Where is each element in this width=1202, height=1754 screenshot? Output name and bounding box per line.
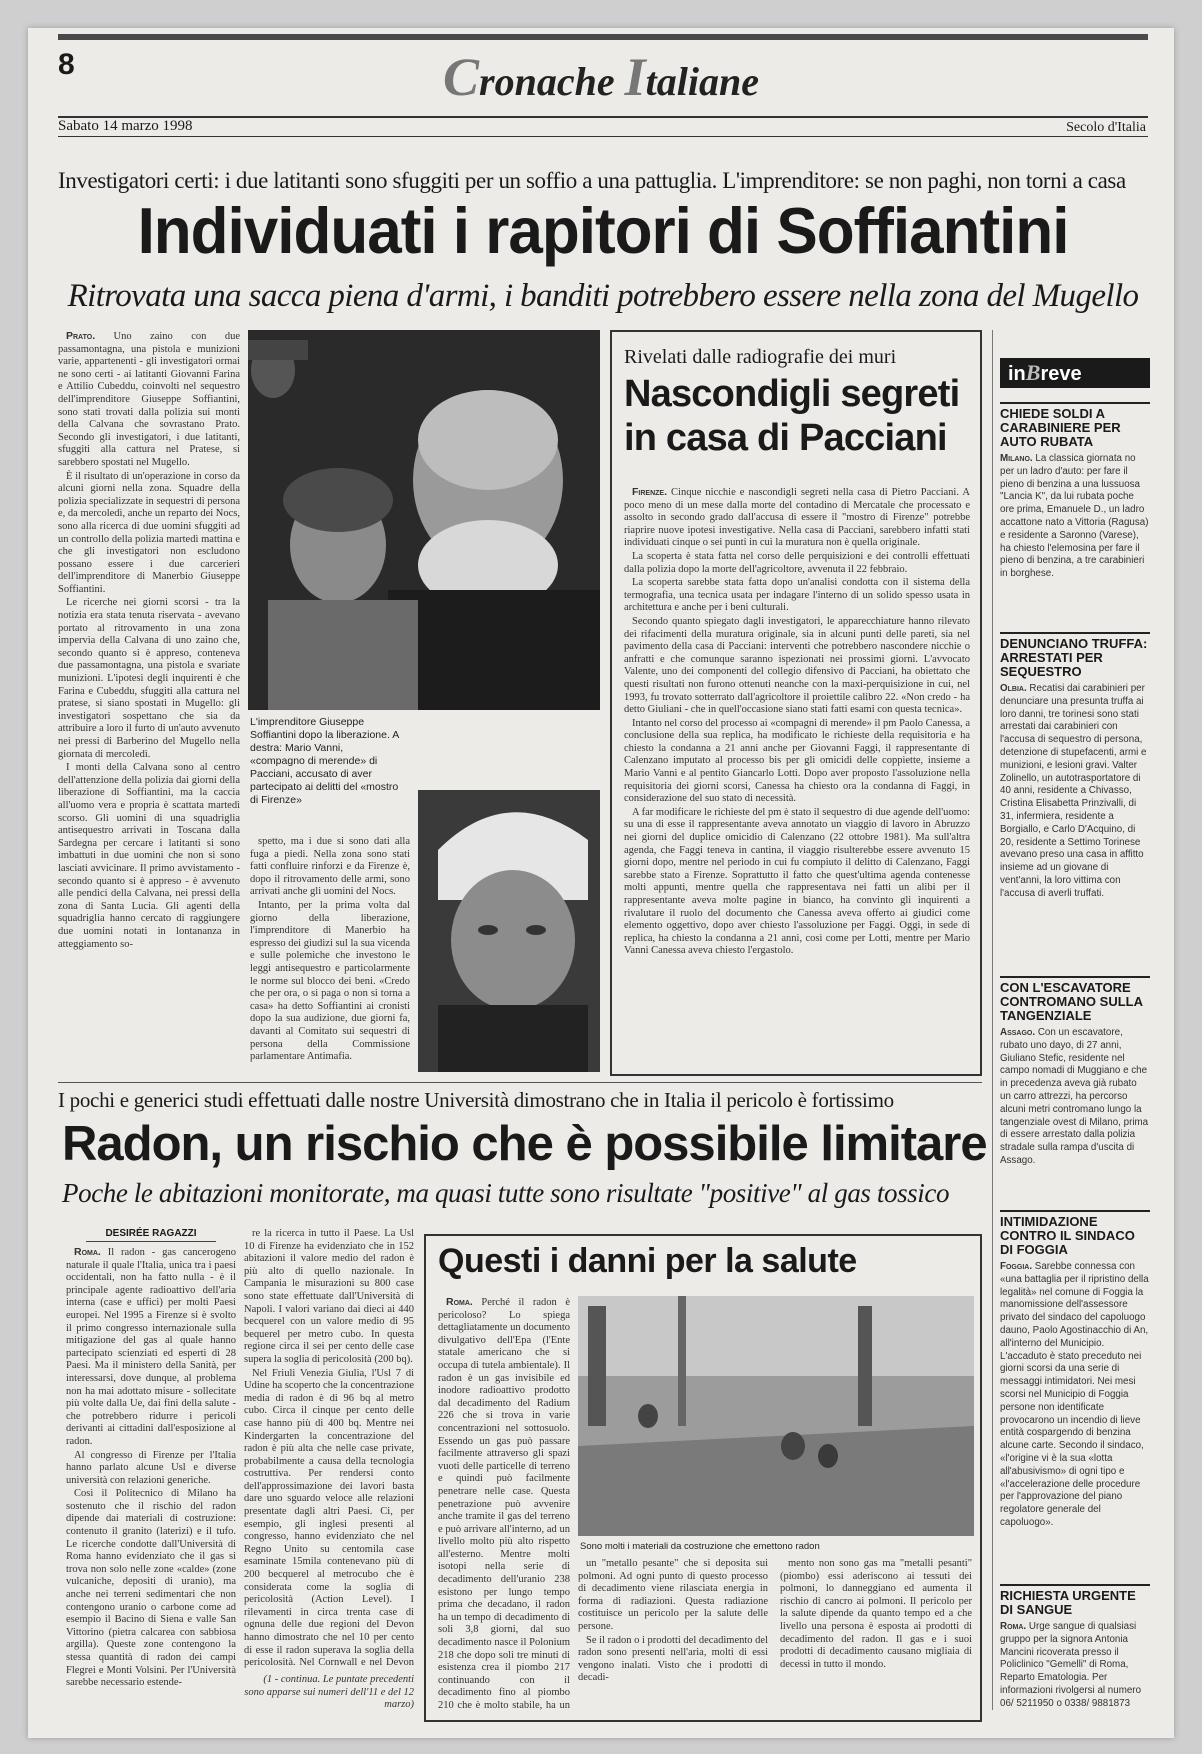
construction-photo-art — [578, 1296, 974, 1536]
masthead-initial-c: C — [443, 47, 480, 107]
brief-divider — [992, 330, 993, 1710]
lead-col1-p1: Prato. Uno zaino con due passamontagna, una pistola e munizioni varie, appartenenti - gli investigatori ormai ne sono certi - ai latitanti Giovanni Farina e Attilio Cubeddu, coinvolti nel sequestro dell'imprenditore Giuseppe Soffiantini, sono stati trovati dalla polizia sui monti della Calvana che sovrastano Prato. Secondo gli investigatori, i due latitanti, sfuggiti alla cattura nel Pratese, si sarebbero spostati nel Mugello. — [58, 330, 240, 468]
lead-kicker: Investigatori certi: i due latitanti sono sfuggiti per un soffio a una pattuglia. L'imprenditore: se non paghi, non torni a casa — [58, 168, 1126, 193]
radon-byline: DESIRÉE RAGAZZI — [86, 1228, 216, 1242]
soffiantini-photo-art — [248, 330, 600, 710]
soffiantini-photo — [248, 330, 600, 710]
brief-title-4: INTIMIDAZIONE CONTRO IL SINDACO DI FOGGIA — [1000, 1210, 1150, 1257]
vanni-photo — [418, 790, 600, 1072]
brief-item-2 — [1000, 632, 1150, 972]
radon-column-2 — [244, 1228, 414, 1670]
radon-col1-p2: Al congresso di Firenze per l'Italia hanno parlato alcune Usl e diverse università con relazioni generiche. — [66, 1449, 236, 1486]
radon-col1-p1: Roma. Il radon - gas cancerogeno naturale il quale l'Italia, unica tra i paesi occidentali, non ha fatto nulla - è il principale agente radioattivo dell'aria interna (case e uffici) per molti Paesi europei. Nel 1995 a Firenze si è svolto il primo congresso internazionale sulla mitigazione del gas al quale hanno partecipato scienziati ed esperti di 28 Paesi. Ma il ministero della Sanità, per interessarsi, dove dunque, al problema non ha mai adottato misure - sollecitate più volte dalla Ue, dai fini della salute - che potrebbero ridurre i pericoli derivanti ai cittadini dall'esposizione al radon. — [66, 1246, 236, 1447]
health-col2-p2: Se il radon o i prodotti del decadimento del radon sono presenti nell'aria, molti di essi vengono inalati. Visto che i prodotti di decadi- — [578, 1634, 768, 1684]
lead-column-2 — [250, 836, 410, 1076]
brief-text-3: Assago. Con un escavatore, rubato uno dayo, di 27 anni, Giuliano Stefic, residente nel campo nomadi di Muggiano e che in precedenza aveva già rubato un carro attrezzi, ha percorso alcuni metri contromano lungo la tangenziale ovest di Milano, prima di essere arrestato dalla polizia stradale sulla rampa d'uscita di Assago. — [1000, 1027, 1149, 1166]
brief-item-1 — [1000, 402, 1150, 612]
radon-dateline: Roma. — [74, 1246, 101, 1258]
brief-item-5 — [1000, 1584, 1150, 1719]
brief-title-2: DENUNCIANO TRUFFA: ARRESTATI PER SEQUESTRO — [1000, 632, 1150, 679]
top-rule — [58, 34, 1148, 40]
section-masthead — [28, 46, 1174, 108]
lead-subheadline: Ritrovata una sacca piena d'armi, i banditi potrebbero essere nella zona del Mugello — [67, 278, 1139, 314]
masthead-word-2: taliane — [645, 59, 759, 104]
health-title: Questi i danni per la salute — [438, 1242, 857, 1280]
lead-col1-p4: I monti della Calvana sono al centro dell'attenzione della polizia dai giorni della liberazione di Soffiantini, ma la caccia all'uomo vera e propria è scattata martedì scorso. Gli uomini di una squadriglia antisequestro arrivati in Toscana dalla Sardegna per cercare i latitanti si sono imbattuti in due uomini che non si sono lasciati avvicinare. Il primo avvistamento - secondo quanto si è appreso - è avvenuto alle pendici della Calvana, nei pressi della zona di Santa Lucia. Gli agenti della squadriglia hanno cercato di raggiungere due uomini notati in lontananza in atteggiamento so- — [58, 762, 240, 950]
lead-headline: Individuati i rapitori di Soffiantini — [137, 195, 1069, 268]
brief-text-4: Foggia. Sarebbe connessa con «una battaglia per il ripristino della legalità» nel comune di Foggia la manomissione dell'assessore privato del sindaco del capoluogo dauno, Paolo Agostinacchio di An, all'interno del Municipio. L'accaduto è stato preceduto nei giorni scorsi da una serie di messaggi intimidatori. Nei mesi scorsi nel Municipio di Foggia persone non identificate provocarono un incendio di lieve entità cospargendo di benzina alcune carte. Secondo il sindaco, «l'origine vi è la sua «lotta all'abusivismo» di ogni tipo e «l'accelerazione delle procedure per l'approvazione del piano regolatore generale del capoluogo». — [1000, 1261, 1149, 1528]
section-divider — [58, 1082, 982, 1083]
pacciani-title: Nascondigli segreti in casa di Pacciani — [624, 373, 960, 459]
masthead-word-1: ronache — [479, 59, 625, 104]
pacciani-p3: La scoperta sarebbe stata fatta dopo un'analisi condotta con il sistema della termografia, una tecnica usata per indagare l'interno di un solido spesso usata in architettura e anche per i beni culturali. — [624, 577, 970, 614]
radon-col1-p3: Così il Politecnico di Milano ha sostenuto che il rischio del radon dipende dai materiali di costruzione: contenuto il granito (laterizi) e il tufo. Le ricerche condotte dall'Università di Roma hanno evidenziato che il gas si trova non solo nelle zone «calde» (zone vulcaniche, depositi di uranio), ma anche nei terreni sedimentari che non contengono uranio o carbone come ad esempio il Bacino di Siena e valle San Vittorino (pietra calcarea con sabbiosa argilla). Queste zone contengono la stessa quantità di radon dei campi Flegrei e Monti Volsini. Per l'Università sarebbe necessario estende- — [66, 1488, 236, 1689]
radon-subheadline: Poche le abitazioni monitorate, ma quasi tutte sono risultate "positive" al gas tossico — [62, 1178, 950, 1208]
pacciani-p6: A far modificare le richieste del pm è stato il sequestro di due agende dell'uomo: su una di esse il rappresentante aveva annotato un viaggio di lavoro in Abruzzo nei giorni del duplice omicidio di Calenzano (22 ottobre 1981). Ma sull'altra agenda, che Faggi teneva in cantina, il viaggio risulterebbe essere avvenuto 15 giorni dopo, mentre nel periodo in cui fu compiuto il delitto di Calenzano, Faggi sarebbe stato a Firenze. Soprattutto il fatto che quest'ultima agenda contenesse molti appunti, mentre quella che rappresentava nei fatti un alibi per il rappresentante aveva molte pagine in bianco, ha convinto gli inquirenti a rivalutare il ruolo del documento che Canessa aveva offerto ai giudici come elemento oggettivo, dopo aver chiesto l'assoluzione per Faggi. Oggi, in sede di replica, ha chiesto la condanna a 21 anni, così come per Lotti, mentre per Mario Vanni Canessa aveva chiesto l'ergastolo. — [624, 806, 970, 957]
lead-dateline: Prato. — [66, 330, 96, 342]
brief-text-1: Milano. La classica giornata no per un ladro d'auto: per fare il pieno di benzina a una lussuosa "Lancia K", da lui rubata poche ore prima, Emanuele D., un ladro accattone nato a Vittoria (Ragusa) e residente a Saronno (Varese), ha chiesto l'elemosina per fare il pieno di benzina, a tre carabinieri in borghese. — [1000, 453, 1149, 580]
brief-item-3 — [1000, 976, 1150, 1206]
health-col1-p1: Roma. Perché il radon è pericoloso? Lo spiega dettagliatamente un documento divulgativo dell'Epa (l'Ente statale americano che si occupa di tutela ambientale). Il radon è un gas invisibile ed inodore radioattivo prodotto dal decadimento del Radium 226 che si trova in varie concentrazioni nel sottosuolo. Essendo un gas può passare facilmente attraverso gli spazi vuoti delle particelle di terreno e quindi può facilmente penetrare nelle case. Questa penetrazione può avvenire anche tramite il gas del terreno e può arrivare all'interno, ad un livello molto più alto rispetto all'esterno. Mentre molti isotopi nella serie di decadimento dell'uranio 238 esistono per lungo tempo prima che decadano, il radon ha un tempo di decadimento di soli 3,8 giorni, dal suo decadimento nasce il Polonium 218 che dopo soli tre minuti di esistenza crea il piombo 217 continuando con il decadimento fino al piombo 210 che è molto stabile, ha un — [438, 1296, 570, 1711]
brief-title-5: RICHIESTA URGENTE DI SANGUE — [1000, 1584, 1150, 1617]
pacciani-kicker: Rivelati dalle radiografie dei muri — [624, 346, 897, 368]
pacciani-text — [624, 486, 970, 1066]
pacciani-p4: Secondo quanto spiegato dagli investigatori, le apparecchiature hanno rilevato dei rifacimenti della muratura originale, sia in alcuni punti delle pareti, sia nel pavimento della casa di Pacciani: interventi che potrebbero nascondere nicchie o anfratti e che comunque saranno ispezionati nei prossimi giorni. L'avvocato Valente, uno dei componenti del collegio difensivo di Pacciani, ha obiettato che questi risultati non furono ottenuti neanche con la maxi-perquisizione in cui, nel 1993, fu trovato sotterrato dall'agricoltore il proiettile calibro 22. «Non credo - ha detto Giuliani - che in quell'occasione siano stati fatti esami con questa tecnica». — [624, 615, 970, 716]
lead-col1-p2: È il risultato di un'operazione in corso da alcuni giorni nella zona. Squadre della polizia specializzate in sequestri di persona e, da mercoledì, anche un reparto dei Nocs, sono alla ricerca di due uomini sfuggiti ad un controllo della polizia martedì mattina e che gli investigatori non escludono possano essere i due carcerieri dell'imprenditore di Manerbio Giuseppe Soffiantini. — [58, 470, 240, 595]
construction-photo — [578, 1296, 974, 1536]
brief-text-2: Olbia. Recatisi dai carabinieri per denunciare una presunta truffa ai loro danni, tre torinesi sono stati arrestati dai carabinieri con l'accusa di sequestro di persona, detenzione di stupefacenti, armi e munizioni, e lesioni gravi. Valter Zolinello, un autotrasportatore di 40 anni, residente a Chivasso, Cristina Elisabetta Prinzivalli, di 31, infermiera, residente a Borgiallo, e Carlo D'Acquino, di 20, residente a Settimo Torinese avevano preso una casa in affitto insieme ad un giovane di vent'anni, la loro vittima con l'accusa di averli truffati. — [1000, 683, 1147, 899]
date-rule — [58, 136, 1148, 137]
vanni-photo-art — [418, 790, 600, 1072]
pacciani-p2: La scoperta è stata fatta nel corso delle perquisizioni e dei controlli effettuati dalla polizia dopo la morte dell'agricoltore, avvenuta il 22 febbraio. — [624, 550, 970, 575]
health-col2-p1: un "metallo pesante" che si deposita sui polmoni. Ad ogni punto di questo processo di decadimento viene rilasciata energia in forma di radiazioni. Questa radiazione costituisce un pericolo per la salute delle persone. — [578, 1558, 768, 1632]
radon-col2-p1: re la ricerca in tutto il Paese. La Usl 10 di Firenze ha evidenziato che in 152 abitazioni il valore medio del radon è più alto di quello nazionale. In Campania le misurazioni su 800 case sono state effettuate dall'Università di Napoli. I valori variano dai dieci ai 440 becquerel con un valore medio di 95 bequerel per metro cubo. In questa regione circa il sei per cento delle case supera la soglia di pericolosità (200 bq). — [244, 1228, 414, 1365]
brief-title-3: CON L'ESCAVATORE CONTROMANO SULLA TANGENZIALE — [1000, 976, 1150, 1023]
health-dateline: Roma. — [446, 1296, 473, 1308]
lead-col2-p1: spetto, ma i due si sono dati alla fuga a piedi. Nella zona sono stati fatti confluire rinforzi e da Firenze è, dopo il ritrovamento delle armi, sono arrivati anche gli uomini del Nocs. — [250, 836, 410, 898]
radon-headline: Radon, un rischio che è possibile limitare — [62, 1117, 987, 1171]
health-col3-p1: mento non sono gas ma "metalli pesanti" (piombo) essi aderiscono ai tessuti dei polmoni, lo danneggiano ed aumenta il rischio di cancro ai polmoni. Il pericolo per la salute dipende da quanto tempo ed a che livello una persona è esposta ai prodotti di decadimento del radon. Il gas e i suoi prodotti di decadimento causano migliaia di decessi in tutto il mondo. — [780, 1558, 972, 1670]
brief-text-5: Roma. Urge sangue di qualsiasi gruppo per la signora Antonia Mancini ricoverata presso il Policlinico "Gemelli" di Roma, Reparto Ematologia. Per informazioni rivolgersi al numero 06/ 5211950 o 0338/ 9881873 — [1000, 1621, 1142, 1709]
pacciani-p5: Intanto nel corso del processo ai «compagni di merende» il pm Paolo Canessa, a conclusione della sua replica, ha modificato le richieste della requisitoria e ha chiesto la condanna a 21 anni anche per Giovanni Faggi, il rappresentante di Calenzano imputato al processo bis per gli omicidi delle coppiette, insieme a Mario Vanni e al pentito Giancarlo Lotti. Dopo aver proposto l'assoluzione nella requisitoria dei giorni scorsi, Canessa ha chiesto ora la condanna di Faggi, in considerazione del suo stato di necessità. — [624, 717, 970, 805]
radon-continued-note: (1 - continua. Le puntate precedenti sono apparse sui numeri dell'11 e del 12 marzo) — [244, 1674, 414, 1711]
issue-date: Sabato 14 marzo 1998 — [58, 118, 193, 134]
radon-kicker: I pochi e generici studi effettuati dalle nostre Università dimostrano che in Italia il pericolo è fortissimo — [58, 1088, 894, 1112]
lead-photo-caption: L'imprenditore Giuseppe Soffiantini dopo la liberazione. A destra: Mario Vanni, «compagno di merende» di Pacciani, accusato di aver partecipato ai delitti del «mostro di Firenze» — [250, 716, 399, 806]
newspaper-page — [28, 28, 1174, 1738]
pacciani-p1: Firenze. Cinque nicchie e nascondigli segreti nella casa di Pietro Pacciani. A poco meno di un mese dalla morte del contadino di Mercatale che processato e assolto in secondo grado dall'accusa di essere il "mostro di Firenze" potrebbe riaprire nuove ipotesi investigative. Nella casa di Pacciani, sarebbero infatti stati individuati cinque o sei punti in cui la muratura non è quella originale. — [624, 486, 970, 549]
in-breve-label: inBreve — [1000, 358, 1150, 388]
brief-title-1: CHIEDE SOLDI A CARABINIERE PER AUTO RUBATA — [1000, 402, 1150, 449]
health-column-1 — [438, 1296, 570, 1714]
health-column-2 — [578, 1558, 768, 1714]
radon-byline-wrap — [86, 1228, 216, 1242]
pacciani-dateline: Firenze. — [632, 486, 667, 498]
page-number: 8 — [58, 48, 75, 81]
in-breve-tag — [1000, 358, 1150, 388]
masthead-initial-i: I — [624, 47, 646, 107]
radon-col2-p2: Nel Friuli Venezia Giulia, l'Usl 7 di Udine ha scoperto che la concentrazione media di radon è di 96 bq al metro cubo. Circa il cinque per cento delle case hanno più di 400 bq. Mentre nei Kindergarten la concentrazione del radon è più alta che nelle case private, probabilmente a causa della tecnologia costruttiva. Per rendersi conto dell'approssimazione dei lavori basta dare uno sguardo veloce alle relazioni presentate dagli altri Paesi. Ci, per esempio, gli inglesi presenti al congresso, hanno evidenziato che nel Regno Unito su centomila case esaminate 15mila contenevano più di 200 becquerel al metrocubo che è considerata come la soglia di pericolosità (Action Level). I rilevamenti in circa trenta case di ognuna delle due regioni del Devon hanno dimostrato che nel 10 per cento di esse il radon superava la soglia della pericolosità. Nel Cornwall e nel Devon — [244, 1367, 414, 1669]
paper-name: Secolo d'Italia — [1066, 120, 1146, 135]
lead-column-1 — [58, 330, 240, 1070]
brief-item-4 — [1000, 1210, 1150, 1580]
health-photo-caption: Sono molti i materiali da costruzione che emettono radon — [580, 1541, 820, 1552]
lead-col1-p3: Le ricerche nei giorni scorsi - tra la notizia era stata tenuta riservata - avevano portato al ritrovamento in una zona impervia della Calvana di uno zaino che, secondo quanto si è appreso, conteneva due passamontagna, una pistola e svariate munizioni. L'ipotesi degli inquirenti è che Farina e Cubeddu, sfuggiti alla cattura nel pratese, si siano spostati in Mugello: gli investigatori sospettano che sia da attribuire a loro il furto di un'auto avvenuto nei pressi di Barberino del Mugello nella giornata di mercoledì. — [58, 597, 240, 760]
health-column-3 — [780, 1558, 972, 1714]
radon-column-1 — [66, 1246, 236, 1722]
lead-col2-p2: Intanto, per la prima volta dal giorno della liberazione, l'imprenditore di Manerbio ha espresso dei giudizi sul la sua vicenda e sulle polemiche che investono le leggi antisequestro e particolarmente le norme sul blocco dei beni. «Credo che per ora, o si paga o non si torna a casa» ha detto Soffiantini ai cronisti dopo la sua audizione, due giorni fa, davanti al Comitato sui sequestri di persona della Commissione parlamentare Antimafia. — [250, 899, 410, 1063]
masthead-rule — [58, 116, 1148, 118]
